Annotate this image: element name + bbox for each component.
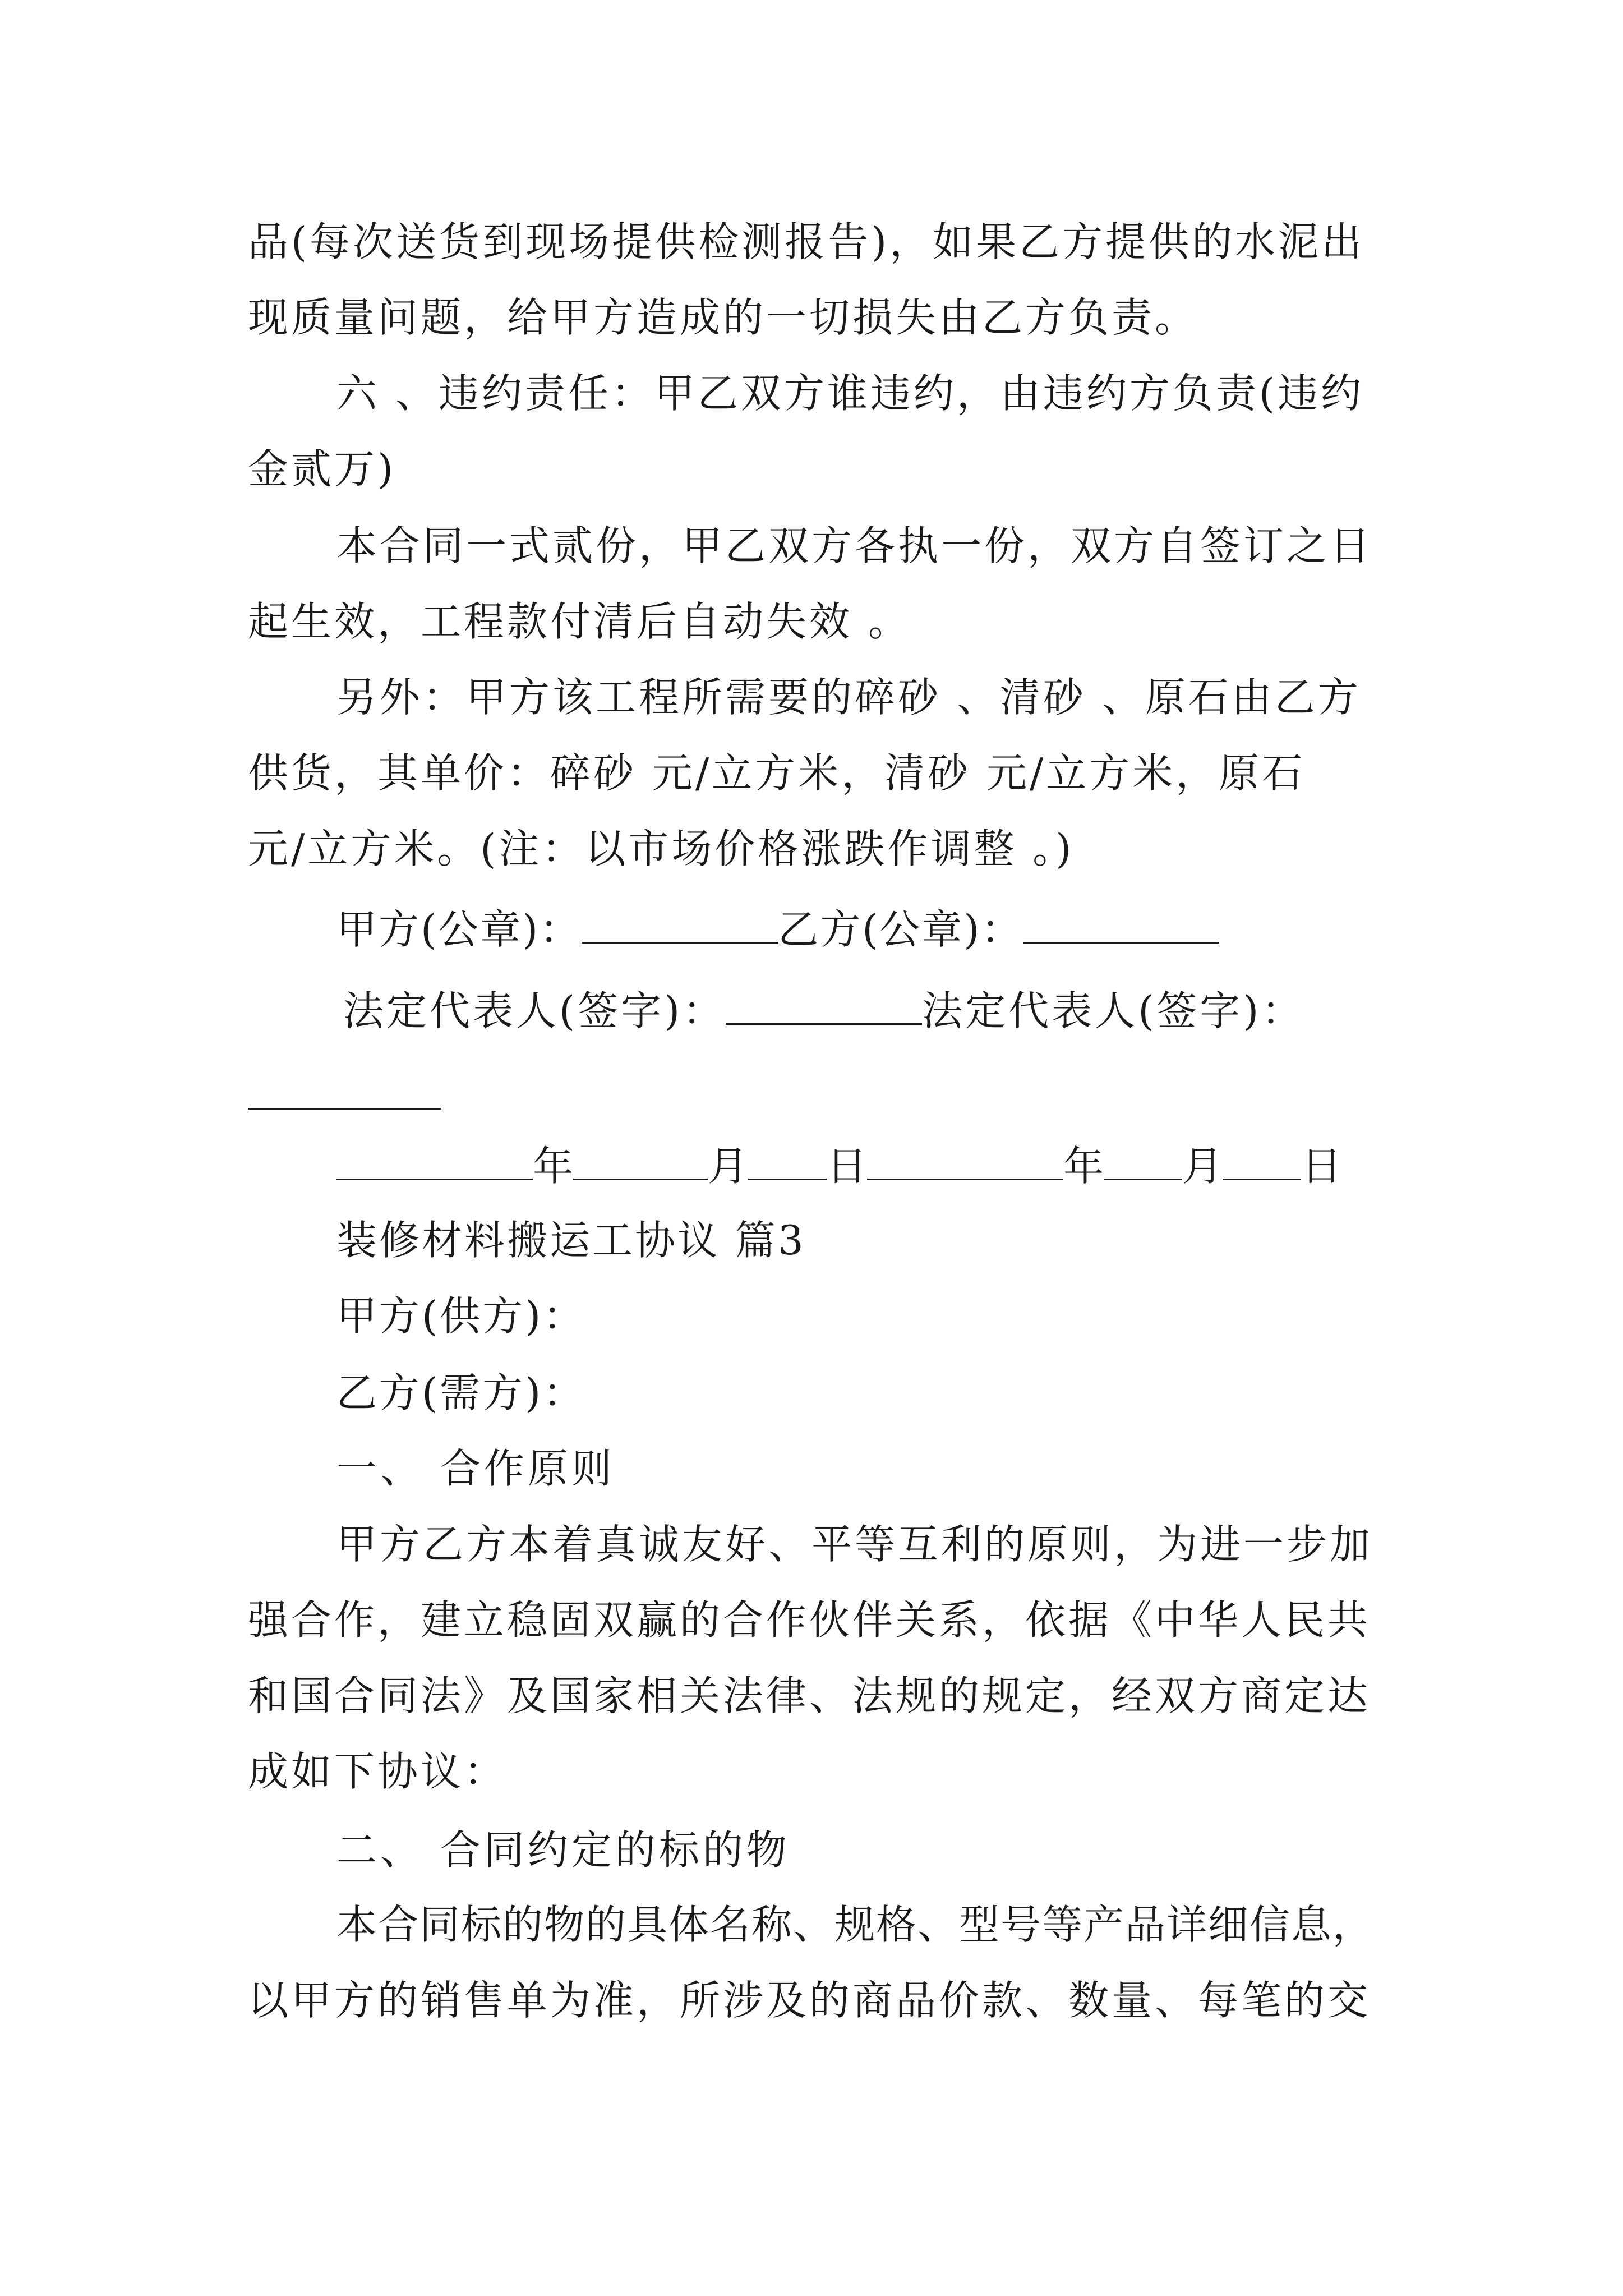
party-b-seal-blank (1023, 906, 1219, 944)
section-heading: 六 、违约责任：甲乙双方谁违约，由违约方负责(违约 (336, 370, 1364, 417)
date-line (336, 1143, 1342, 1190)
text-line: 起生效，工程款付清后自动失效 。 (248, 598, 911, 645)
text-line: 本合同标的物的具体名称、规格、型号等产品详细信息， (336, 1901, 1375, 1948)
date-a-year-blank (336, 1143, 533, 1180)
text-line: 本合同一式贰份，甲乙双方各执一份，双方自签订之日 (336, 522, 1373, 569)
text-line: 和国合同法》及国家相关法律、法规的规定，经双方商定达 (248, 1672, 1371, 1719)
date-b-month: 月 (1182, 1143, 1223, 1190)
text-line: 供货，其单价：碎砂 元/立方米，清砂 元/立方米，原石 (248, 749, 1306, 797)
party-a-seal-label: 甲方(公章)： (336, 906, 582, 953)
text-line: 另外：甲方该工程所需要的碎砂 、清砂 、原石由乙方 (336, 674, 1361, 721)
date-a-month: 月 (708, 1143, 749, 1190)
date-a-day-blank (748, 1143, 827, 1180)
text-line: 元/立方米。(注：以市场价格涨跌作调整 。) (248, 825, 1075, 872)
text-line: 品(每次送货到现场提供检测报告)，如果乙方提供的水泥出 (248, 218, 1365, 265)
text-line: 强合作，建立稳固双赢的合作伙伴关系，依据《中华人民共 (248, 1596, 1371, 1644)
legal-rep-line (343, 987, 1305, 1034)
seal-line (336, 906, 1219, 953)
party-b-seal-label: 乙方(公章)： (778, 906, 1023, 953)
legal-rep-b-label: 法定代表人(签字)： (922, 987, 1305, 1034)
date-a-year: 年 (533, 1143, 574, 1190)
text-line: 甲方乙方本着真诚友好、平等互利的原则，为进一步加 (336, 1521, 1373, 1568)
legal-rep-a-blank (726, 987, 922, 1025)
section-heading: 一、 合作原则 (336, 1445, 615, 1492)
article-title: 装修材料搬运工协议 篇3 (336, 1217, 806, 1264)
text-line: 成如下协议： (248, 1748, 508, 1795)
party-a-seal-blank (582, 906, 778, 944)
legal-rep-b-blank (248, 1108, 441, 1110)
date-b-year-blank (867, 1143, 1063, 1180)
text-line: 以甲方的销售单为准，所涉及的商品价款、数量、每笔的交 (248, 1977, 1371, 2024)
text-line: 现质量问题，给甲方造成的一切损失由乙方负责。 (248, 294, 1198, 341)
date-b-year: 年 (1063, 1143, 1104, 1190)
text-line: 金贰万) (248, 445, 396, 493)
legal-rep-a-label: 法定代表人(签字)： (343, 987, 726, 1034)
section-heading: 二、 合同约定的标的物 (336, 1826, 790, 1874)
date-a-day: 日 (827, 1143, 868, 1190)
party-a-line: 甲方(供方)： (336, 1292, 586, 1340)
date-b-day: 日 (1301, 1143, 1342, 1190)
party-b-line: 乙方(需方)： (336, 1369, 586, 1416)
date-b-month-blank (1104, 1143, 1182, 1180)
date-a-month-blank (573, 1143, 708, 1180)
date-b-day-blank (1223, 1143, 1301, 1180)
